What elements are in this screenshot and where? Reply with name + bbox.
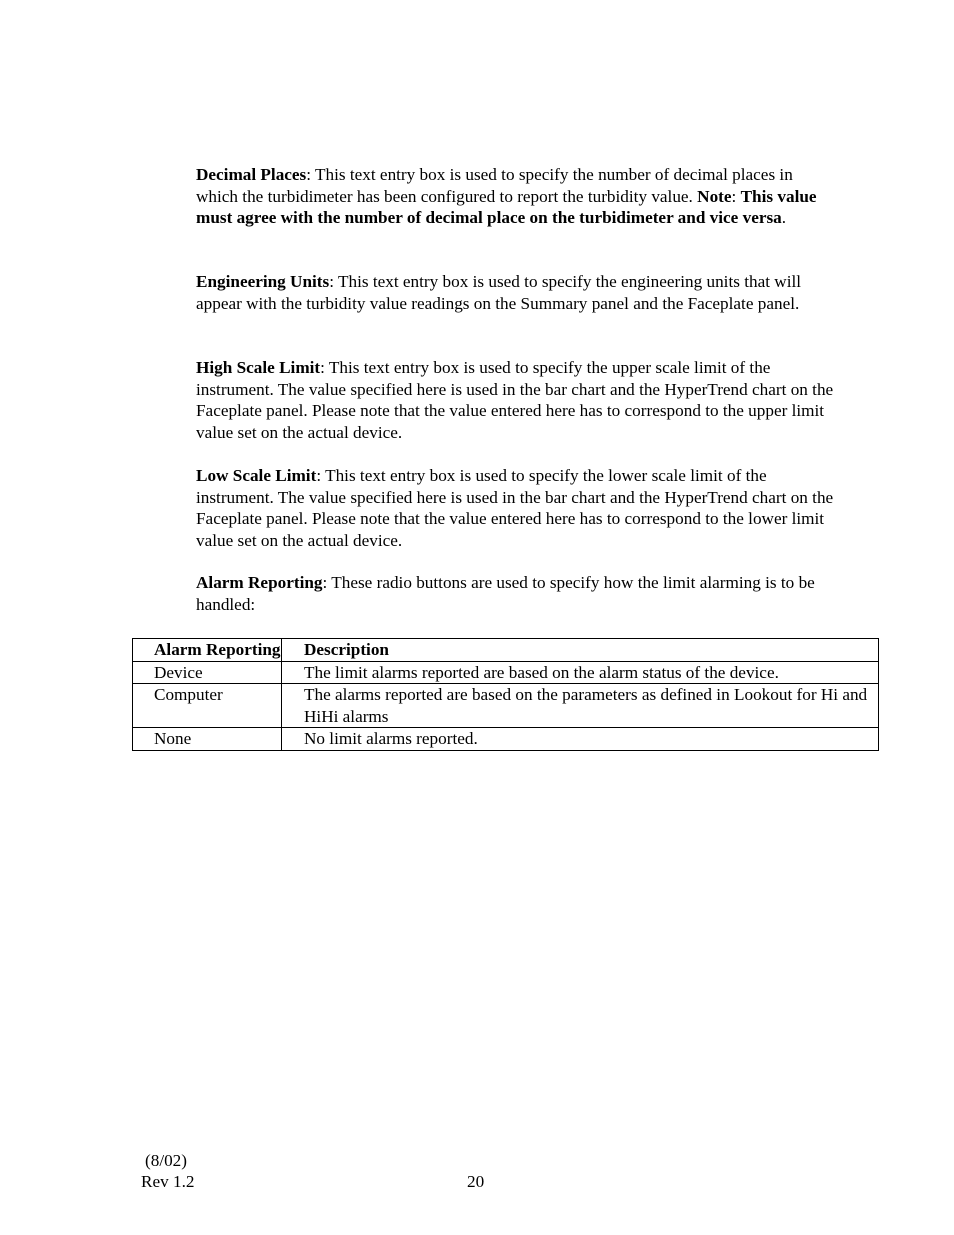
- table-row: [133, 684, 879, 728]
- footer-date: (8/02): [145, 1151, 188, 1170]
- description-cell: The alarms reported are based on the parameters as defined in Lookout for Hi and HiHi alarms: [282, 684, 879, 728]
- engineering-units-text: : This text entry box is used to specify the engineering units that will appear with the turbidity value readings on the Summary panel and the Faceplate panel.: [196, 272, 802, 313]
- table-row: [133, 728, 879, 751]
- alarm-reporting-term: Alarm Reporting: [196, 573, 323, 592]
- low-scale-limit-paragraph: [196, 465, 836, 551]
- decimal-places-text: : This text entry box is used to specify the number of decimal places in which the turbidimeter has been configured to report the turbidity value.: [196, 165, 793, 206]
- high-scale-limit-term: High Scale Limit: [196, 358, 321, 377]
- decimal-places-term: Decimal Places: [196, 165, 307, 184]
- description-cell: The limit alarms reported are based on the alarm status of the device.: [282, 661, 879, 684]
- high-scale-limit-paragraph: [196, 357, 836, 443]
- alarm-reporting-text: : These radio buttons are used to specify how the limit alarming is to be handled:: [196, 573, 815, 614]
- note-label: Note: [697, 186, 732, 206]
- option-cell: None: [133, 728, 282, 751]
- engineering-units-term: Engineering Units: [196, 272, 330, 291]
- header-alarm-reporting: Alarm Reporting: [133, 639, 282, 662]
- decimal-places-paragraph: [196, 164, 836, 229]
- engineering-units-paragraph: [196, 271, 836, 314]
- high-scale-limit-text: : This text entry box is used to specify the upper scale limit of the instrument. The value specified here is used in the bar chart and the HyperTrend chart on the Faceplate panel. Please note that the value entered here has to correspond to the upper limit value set on the actual device.: [196, 358, 834, 442]
- footer-revision: Rev 1.2: [141, 1172, 195, 1191]
- table-header-row: [133, 639, 879, 662]
- low-scale-limit-term: Low Scale Limit: [196, 466, 317, 485]
- table-row: [133, 661, 879, 684]
- low-scale-limit-text: : This text entry box is used to specify the lower scale limit of the instrument. The value specified here is used in the bar chart and the HyperTrend chart on the Faceplate panel. Please note that the value entered here has to correspond to the lower limit value set on the actual device.: [196, 466, 834, 550]
- note-text: This value must agree with the number of decimal place on the turbidimeter and vice versa: [196, 186, 817, 228]
- option-cell: Computer: [133, 684, 282, 728]
- note-end: .: [781, 208, 787, 228]
- note-separator: :: [731, 186, 741, 206]
- alarm-reporting-paragraph: [196, 572, 836, 615]
- alarm-reporting-table: [132, 638, 879, 751]
- page-number: 20: [467, 1172, 485, 1191]
- description-cell: No limit alarms reported.: [282, 728, 879, 751]
- header-description: Description: [282, 639, 879, 662]
- option-cell: Device: [133, 661, 282, 684]
